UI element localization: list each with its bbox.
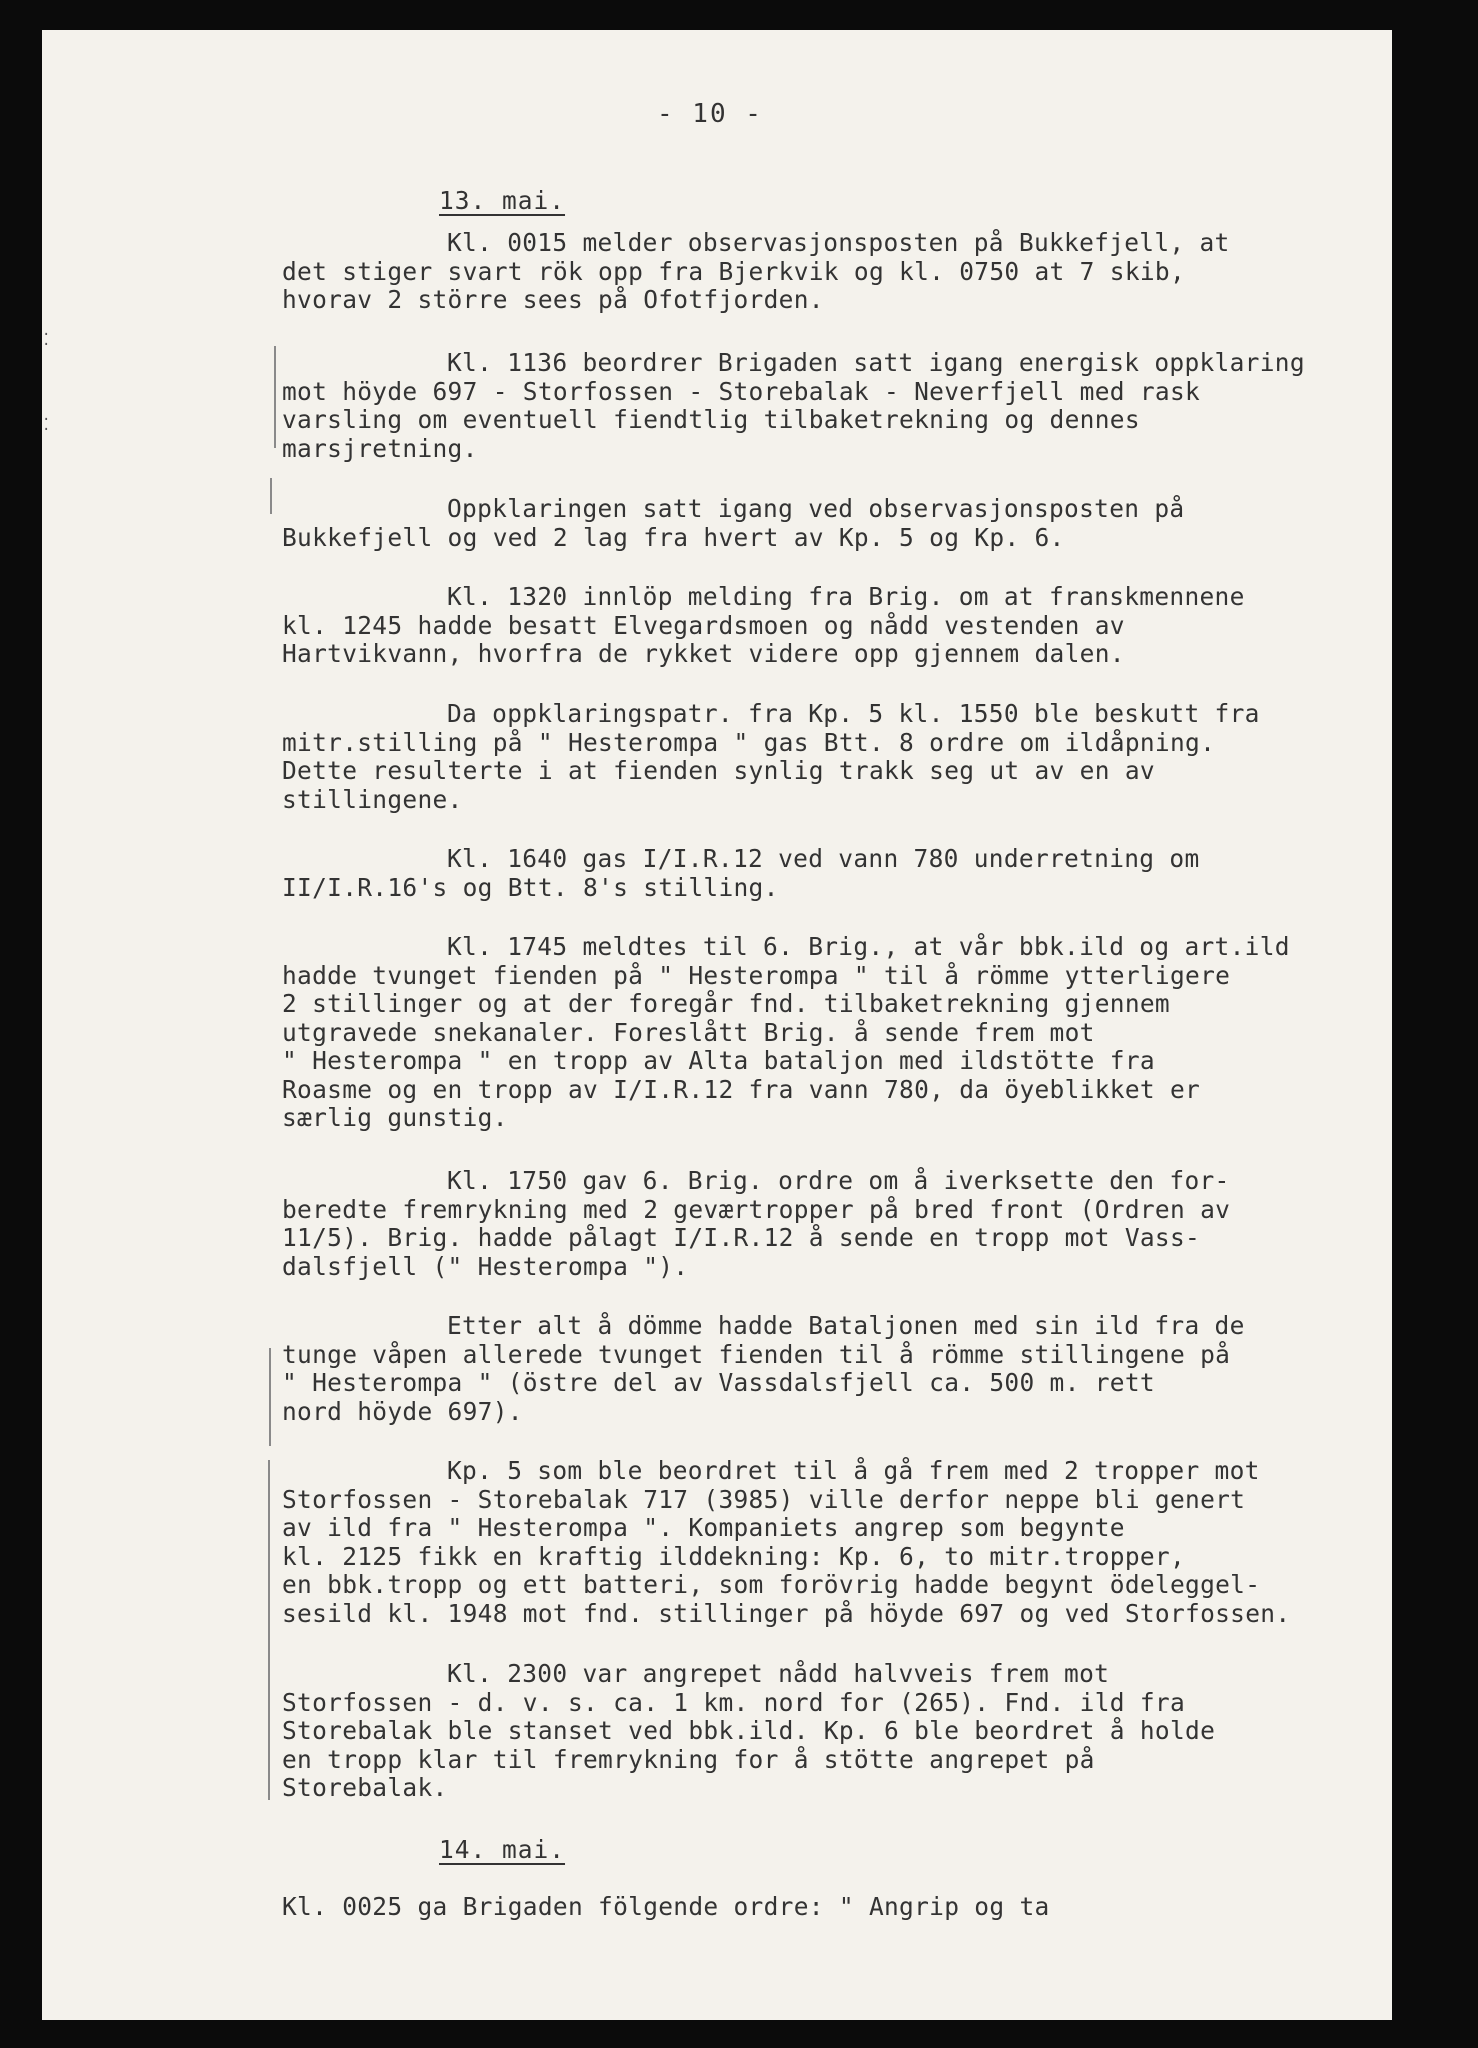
- paragraph: Kl. 1750 gav 6. Brig. ordre om å iverksette den for- beredte fremrykning med 2 geværtropper på bred front (Ordren av 11/5). Brig. hadde pålagt I/I.R.12 å sende en tropp mot Vass- dalsfjell (" Hesterompa ").: [282, 1166, 1231, 1281]
- paragraph: Kl. 1640 gas I/I.R.12 ved vann 780 underretning om II/I.R.16's og Btt. 8's stilling.: [282, 844, 1200, 902]
- paragraph: Etter alt å dömme hadde Bataljonen med sin ild fra de tunge våpen allerede tvunget fienden til å römme stillingene på " Hesterompa " (östre del av Vassdalsfjell ca. 500 m. rett nord höyde 697).: [282, 1311, 1245, 1426]
- date-heading-14-mai: 14. mai.: [439, 1835, 566, 1864]
- paragraph: Kl. 1745 meldtes til 6. Brig., at vår bbk.ild og art.ild hadde tvunget fienden på " Hesterompa " til å römme ytterligere 2 stillinger og at der foregår fnd. tilbaketrekning gjennem utgravede snekanaler. Foreslått Brig. å sende frem mot " Hesterompa " en tropp av Alta bataljon med ildstötte fra Roasme og en tropp av I/I.R.12 fra vann 780, da öyeblikket er særlig gunstig.: [282, 932, 1290, 1132]
- paragraph: Oppklaringen satt igang ved observasjonsposten på Bukkefjell og ved 2 lag fra hvert av Kp. 5 og Kp. 6.: [282, 494, 1185, 552]
- margin-mark: · ·: [42, 412, 51, 438]
- paragraph: Kl. 0015 melder observasjonsposten på Bukkefjell, at det stiger svart rök opp fra Bjerkvik og kl. 0750 at 7 skib, hvorav 2 större sees på Ofotfjorden.: [282, 228, 1230, 314]
- margin-bracket: [268, 1460, 270, 1800]
- page-number: - 10 -: [657, 99, 763, 129]
- document-page: [42, 30, 1392, 2020]
- margin-bracket: [274, 346, 276, 448]
- paragraph: Kl. 0025 ga Brigaden fölgende ordre: " Angrip og ta: [282, 1892, 1050, 1921]
- paragraph: Kl. 1136 beordrer Brigaden satt igang energisk oppklaring mot höyde 697 - Storfossen - Storebalak - Neverfjell med rask varsling om eventuell fiendtlig tilbaketrekning og dennes marsjretning.: [282, 348, 1305, 463]
- date-heading-13-mai: 13. mai.: [439, 186, 566, 215]
- paragraph: Kp. 5 som ble beordret til å gå frem med 2 tropper mot Storfossen - Storebalak 717 (3985) ville derfor neppe bli genert av ild fra " Hesterompa ". Kompaniets angrep som begynte kl. 2125 fikk en kraftig ilddekning: Kp. 6, to mitr.tropper, en bbk.tropp og ett batteri, som forövrig hadde begynt ödeleggel- sesild kl. 1948 mot fnd. stillinger på höyde 697 og ved Storfossen.: [282, 1456, 1291, 1628]
- margin-bracket: [270, 478, 272, 514]
- margin-mark: · ·: [42, 327, 51, 353]
- paragraph: Da oppklaringspatr. fra Kp. 5 kl. 1550 ble beskutt fra mitr.stilling på " Hesterompa " gas Btt. 8 ordre om ildåpning. Dette resulterte i at fienden synlig trakk seg ut av en av stillingene.: [282, 699, 1260, 814]
- margin-bracket: [269, 1348, 271, 1446]
- paragraph: Kl. 2300 var angrepet nådd halvveis frem mot Storfossen - d. v. s. ca. 1 km. nord for (265). Fnd. ild fra Storebalak ble stanset ved bbk.ild. Kp. 6 ble beordret å holde en tropp klar til fremrykning for å stötte angrepet på Storebalak.: [282, 1659, 1216, 1802]
- paragraph: Kl. 1320 innlöp melding fra Brig. om at franskmennene kl. 1245 hadde besatt Elvegardsmoen og nådd vestenden av Hartvikvann, hvorfra de rykket videre opp gjennem dalen.: [282, 582, 1245, 668]
